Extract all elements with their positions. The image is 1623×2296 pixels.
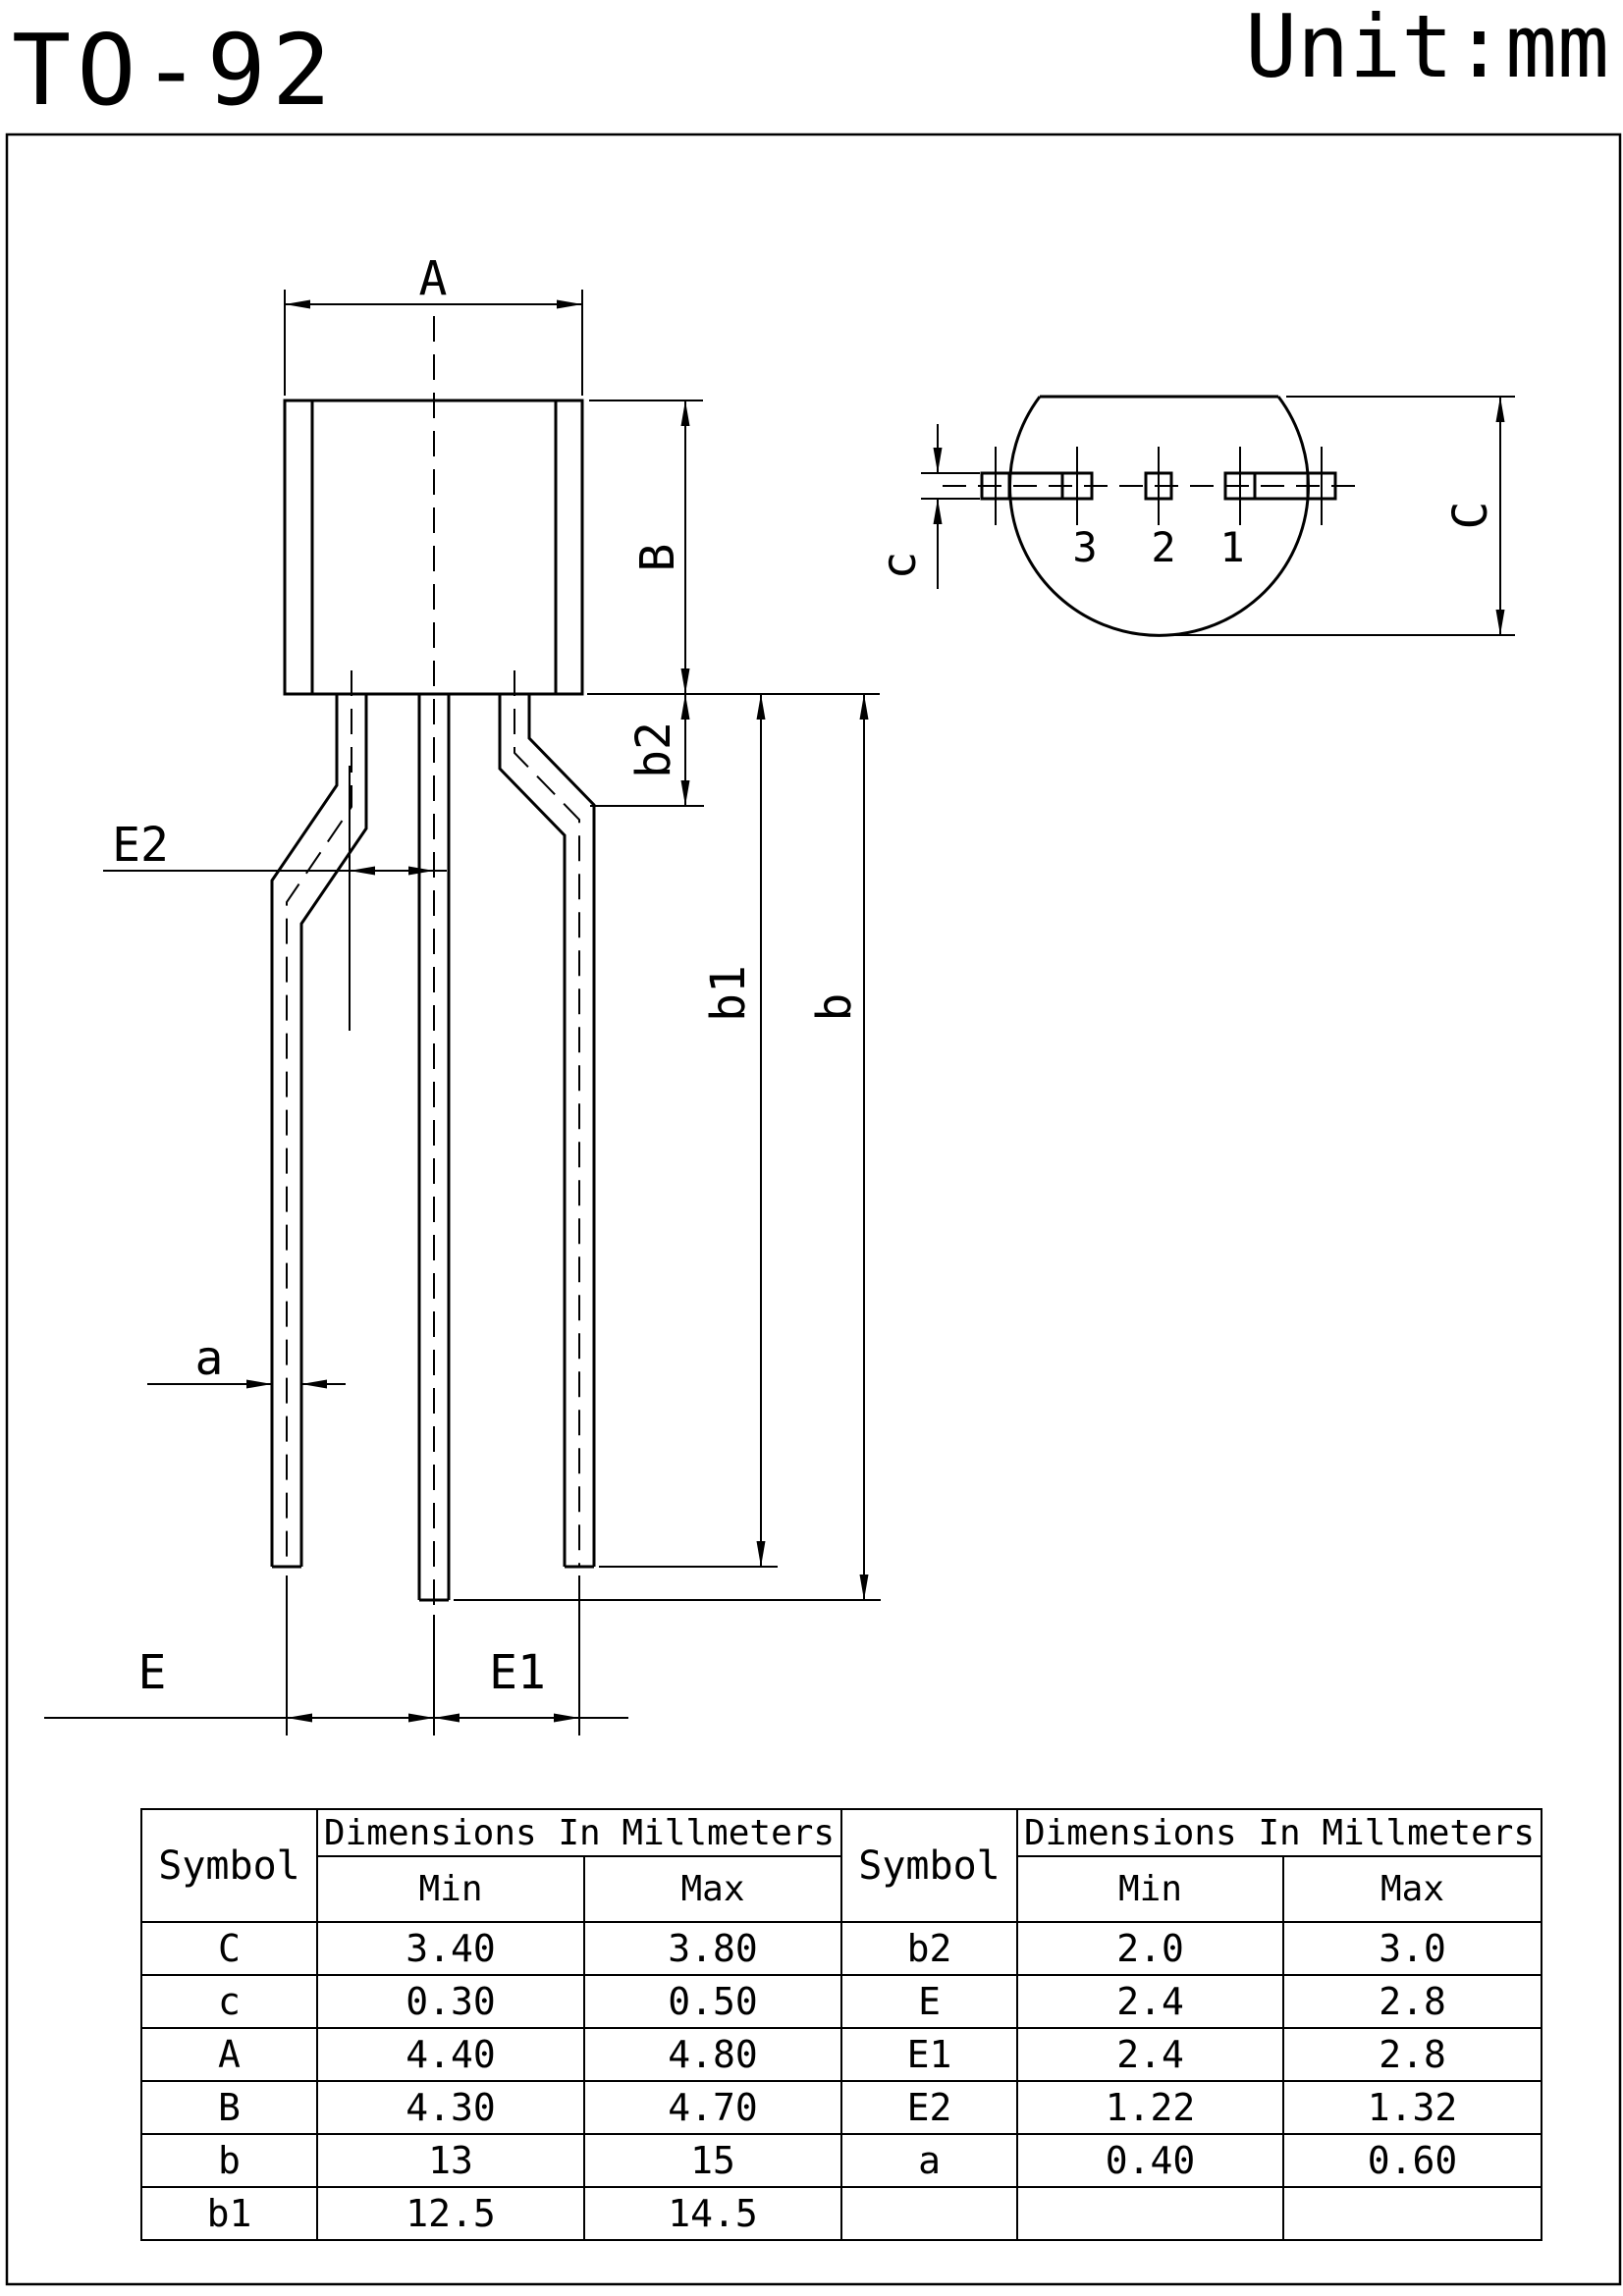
max-cell: 3.0 [1283,1922,1542,1975]
symbol-cell: E2 [841,2081,1017,2134]
left-min-header: Min [317,1856,584,1922]
max-cell: 0.60 [1283,2134,1542,2187]
table-row [141,1922,1542,1975]
label-C: C [1443,501,1498,530]
left-symbol-header: Symbol [141,1809,317,1922]
unit-label: Unit:mm [1245,0,1609,97]
right-lead [500,694,594,1567]
label-c: c [872,551,927,580]
max-cell: 2.8 [1283,1975,1542,2028]
dimension-table [140,1808,1542,2241]
min-cell: 2.4 [1017,2028,1283,2081]
symbol-cell: c [141,1975,317,2028]
max-cell: 2.8 [1283,2028,1542,2081]
symbol-cell: B [141,2081,317,2134]
dim-b1 [599,694,778,1567]
table-row [141,2187,1542,2240]
left-lead-centerline [287,670,352,1567]
max-cell: 15 [584,2134,841,2187]
pin3-label: 3 [1072,523,1098,571]
min-cell: 2.0 [1017,1922,1283,1975]
min-cell [1017,2187,1283,2240]
max-cell: 1.32 [1283,2081,1542,2134]
table-row [141,2028,1542,2081]
max-cell [1283,2187,1542,2240]
symbol-cell: a [841,2134,1017,2187]
pin2-label: 2 [1151,523,1176,571]
label-A: A [418,251,448,306]
max-cell: 3.80 [584,1922,841,1975]
symbol-cell: A [141,2028,317,2081]
symbol-cell: E1 [841,2028,1017,2081]
right-max-header: Max [1283,1856,1542,1922]
max-cell: 14.5 [584,2187,841,2240]
min-cell: 0.40 [1017,2134,1283,2187]
right-lead-centerline [514,670,579,1567]
min-cell: 1.22 [1017,2081,1283,2134]
min-cell: 12.5 [317,2187,584,2240]
bottom-view-dimensions [921,397,1515,635]
label-E2: E2 [112,818,169,873]
label-E: E [137,1645,167,1700]
left-max-header: Max [584,1856,841,1922]
centerlines [287,316,579,1610]
table-row [141,2081,1542,2134]
min-cell: 3.40 [317,1922,584,1975]
dim-E2 [103,766,447,1031]
min-cell: 0.30 [317,1975,584,2028]
min-cell: 4.30 [317,2081,584,2134]
min-cell: 4.40 [317,2028,584,2081]
symbol-cell: b1 [141,2187,317,2240]
dim-c [921,424,980,589]
symbol-cell: b [141,2134,317,2187]
pin1-label: 1 [1219,523,1245,571]
right-symbol-header: Symbol [841,1809,1017,1922]
min-cell: 13 [317,2134,584,2187]
label-E1: E1 [489,1645,546,1700]
right-min-header: Min [1017,1856,1283,1922]
label-b2: b2 [626,721,681,778]
table-row [141,1975,1542,2028]
left-dims-header: Dimensions In Millmeters [317,1809,841,1856]
label-B: B [630,543,685,572]
dim-b [454,694,881,1600]
right-dims-header: Dimensions In Millmeters [1017,1809,1542,1856]
label-b: b [807,992,862,1022]
table-row [141,2134,1542,2187]
page-title: TO-92 [12,13,338,128]
dimension-arrowheads [246,300,1505,1723]
label-a: a [194,1331,224,1386]
symbol-cell: b2 [841,1922,1017,1975]
max-cell: 0.50 [584,1975,841,2028]
max-cell: 4.80 [584,2028,841,2081]
symbol-cell [841,2187,1017,2240]
max-cell: 4.70 [584,2081,841,2134]
label-b1: b1 [701,965,756,1022]
symbol-cell: E [841,1975,1017,2028]
symbol-cell: C [141,1922,317,1975]
min-cell: 2.4 [1017,1975,1283,2028]
